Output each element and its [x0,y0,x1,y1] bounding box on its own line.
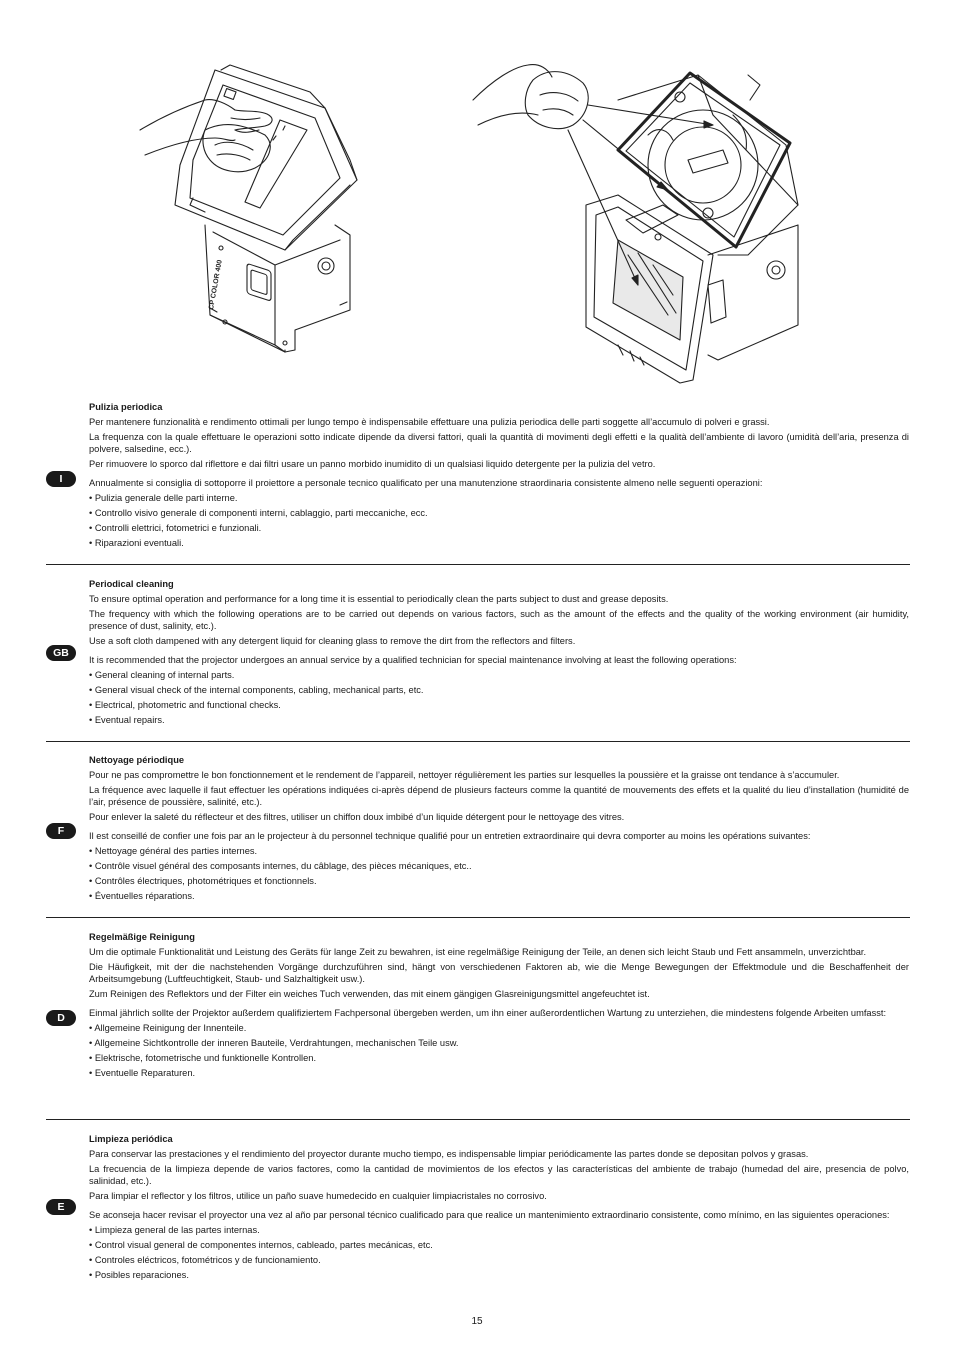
paragraph: Die Häufigkeit, mit der die nachstehenden Vorgänge durchzuführen sind, hängt von verschiedenen Faktoren ab, wie die Menge Bewegungen der Effektmodule und die Beschaffenheit der Arbeitsumgebung (Luftfeuchtigkeit, Staub- und Salzhaltigkeit usw.). [89,962,909,985]
projector-head [175,65,357,250]
paragraph: Use a soft cloth dampened with any detergent liquid for cleaning glass to remove the dirt from the reflectors and filters. [89,636,576,647]
paragraph: La frequenza con la quale effettuare le operazioni sotto indicate dipende da diversi fattori, quali la quantità di movimenti degli effetti e la qualità dell’ambiente di lavoro (umidità dell’aria, presenza di polvere, salsedine, ecc.). [89,432,909,455]
list-item: • General cleaning of internal parts. [89,669,909,681]
list-item: • Pulizia generale delle parti interne. [89,492,909,504]
operations-list [89,1224,909,1281]
language-badge: E [46,1199,76,1215]
paragraph: Il est conseillé de confier une fois par an le projecteur à du personnel technique qualifié pour un entretien extraordinaire qui devra comporter au moins les opérations suivantes: [89,830,811,841]
list-item: • Nettoyage général des parties internes. [89,845,909,857]
list-item: • Electrical, photometric and functional checks. [89,699,909,711]
section-german [46,931,910,1082]
paragraph: Se aconseja hacer revisar el proyector una vez al año par personal técnico cualificado para que realice un mantenimiento extraordinario consistente, como mínimo, en las siguientes operaciones: [89,1209,890,1220]
section-title: Regelmäßige Reinigung [89,932,195,942]
operations-list [89,492,909,549]
section-english [46,578,910,729]
list-item: • Allgemeine Sichtkontrolle der inneren Bauteile, Verdrahtungen, mechanischen Teile usw. [89,1037,909,1049]
list-item: • General visual check of the internal components, cabling, mechanical parts, etc. [89,684,909,696]
language-badge: GB [46,645,76,661]
operations-list [89,1022,909,1079]
paragraph: Para conservar las prestaciones y el rendimiento del proyector durante mucho tiempo, es indispensable limpiar periódicamente las partes donde se depositan polvos y grasas. [89,1149,809,1160]
list-item: • Posibles reparaciones. [89,1269,909,1281]
list-item: • Controlli elettrici, fotometrici e funzionali. [89,522,909,534]
reflector-frame [618,73,790,247]
section-divider [46,741,910,742]
device-model-label: CP COLOR 400 [208,259,224,311]
section-title: Periodical cleaning [89,579,174,589]
list-item: • Contrôles électriques, photométriques et fonctionnels. [89,875,909,887]
paragraph: To ensure optimal operation and performance for a long time it is essential to periodically clean the parts subject to dust and grease deposits. [89,594,669,605]
list-item: • Eventuelle Reparaturen. [89,1067,909,1079]
paragraph: The frequency with which the following operations are to be carried out depends on various factors, such as the amount of the effects and the quality of the working environment (air humidity, presence of dust, salinity, etc.). [89,609,909,632]
list-item: • Elektrische, fotometrische und funktionelle Kontrollen. [89,1052,909,1064]
section-title: Pulizia periodica [89,402,163,412]
list-item: • Controllo visivo generale di componenti interni, cablaggio, parti meccaniche, ecc. [89,507,909,519]
paragraph: Per mantenere funzionalità e rendimento ottimali per lungo tempo è indispensabile effettuare una pulizia periodica delle parti soggette all’accumulo di polveri e grassi. [89,417,770,428]
hand-with-cloth [140,100,272,172]
paragraph: Einmal jährlich sollte der Projektor außerdem qualifiziertem Fachpersonal übergeben werden, um ihn einer außerordentlichen Wartung zu unterziehen, die mindestens folgende Arbeiten umfasst: [89,1007,887,1018]
language-badge: F [46,823,76,839]
operations-list [89,845,909,902]
section-french [46,754,910,905]
section-title: Nettoyage périodique [89,755,185,765]
section-italian [46,401,910,552]
list-item: • Control visual general de componentes internos, cableado, partes mecánicas, etc. [89,1239,909,1251]
section-divider [46,1119,910,1120]
list-item: • Limpieza general de las partes internas. [89,1224,909,1236]
section-divider [46,917,910,918]
language-badge: D [46,1010,76,1026]
paragraph: La frecuencia de la limpieza depende de varios factores, como la cantidad de movimientos de los efectos y las características del ambiente de trabajo (humedad del aire, presencia de polvo, salinidad, etc.). [89,1164,909,1187]
paragraph: Zum Reinigen des Reflektors und der Filter ein weiches Tuch verwenden, das mit einem gängigen Glasreinigungsmittel angefeuchtet ist. [89,989,650,1000]
paragraph: Pour ne pas compromettre le bon fonctionnement et le rendement de l’appareil, nettoyer régulièrement les parties sur lesquelles la poussière et la graisse ont tendance à s’accumuler. [89,770,840,781]
figure-cleaning-front-glass [135,60,370,365]
paragraph: La fréquence avec laquelle il faut effectuer les opérations indiquées ci-après dépend de plusieurs facteurs comme la quantité de mouvements des effets et la qualité du lieu d’installation (humidité de l’air, présence de poussière, salinité, etc.). [89,785,909,808]
paragraph: Para limpiar el reflector y los filtros, utilice un paño suave humedecido en cualquier limpiacristales no corrosivo. [89,1191,547,1202]
list-item: • Eventual repairs. [89,714,909,726]
filter-frame [586,195,713,383]
operations-list [89,669,909,726]
list-item: • Contrôle visuel général des composants internes, du câblage, des pièces mécaniques, etc.. [89,860,909,872]
paragraph: Um die optimale Funktionalität und Leistung des Geräts für lange Zeit zu bewahren, ist eine regelmäßige Reinigung der Teile, an denen sich leicht Staub und Fett ansammeln, unverzichtbar. [89,947,867,958]
paragraph: Pour enlever la saleté du réflecteur et des filtres, utiliser un chiffon doux imbibé d’un liquide détergent pour le nettoyage des vitres. [89,812,625,823]
page-number: 15 [471,1316,483,1327]
list-item: • Allgemeine Reinigung der Innenteile. [89,1022,909,1034]
section-divider [46,564,910,565]
list-item: • Riparazioni eventuali. [89,537,909,549]
figure-cleaning-reflector-filter [468,55,813,385]
paragraph: Per rimuovere lo sporco dal riflettore e dai filtri usare un panno morbido inumidito di un qualsiasi liquido detergente per la pulizia del vetro. [89,459,656,470]
paragraph: Annualmente si consiglia di sottoporre il proiettore a personale tecnico qualificato per una manutenzione straordinaria consistente almeno nelle seguenti operazioni: [89,477,763,488]
list-item: • Controles eléctricos, fotométricos y de funcionamiento. [89,1254,909,1266]
projector-base [205,225,350,352]
language-badge: I [46,471,76,487]
section-title: Limpieza periódica [89,1134,173,1144]
list-item: • Éventuelles réparations. [89,890,909,902]
paragraph: It is recommended that the projector undergoes an annual service by a qualified technician for special maintenance involving at least the following operations: [89,654,737,665]
hand-with-cloth [473,65,588,129]
section-spanish [46,1133,910,1284]
